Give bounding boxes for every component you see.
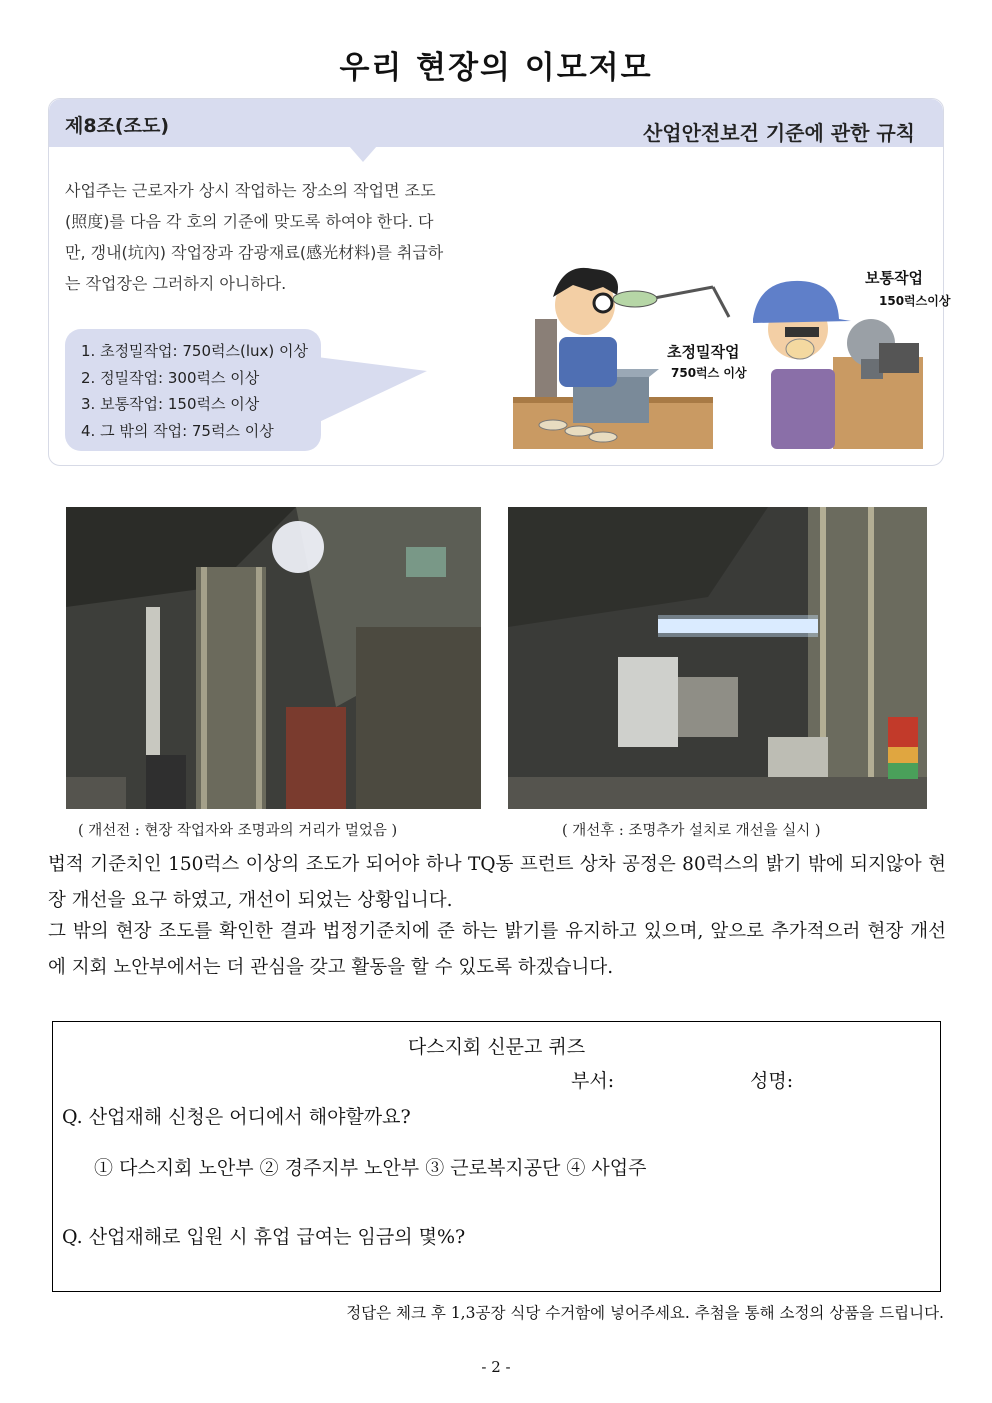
quiz-question-1-options: ① 다스지회 노안부 ② 경주지부 노안부 ③ 근로복지공단 ④ 사업주 <box>94 1157 647 1179</box>
requirement-item: 3. 보통작업: 150럭스 이상 <box>81 395 260 413</box>
header-notch <box>349 146 377 162</box>
regulation-text <box>65 175 485 299</box>
lighting-cartoon <box>453 247 951 449</box>
requirements-bubble <box>65 329 321 451</box>
article-title: 제8조(조도) <box>65 115 170 137</box>
goggles-icon <box>785 327 819 337</box>
photo-after-improvement <box>508 507 927 809</box>
ceiling-light <box>272 521 324 573</box>
quiz-question-1: Q. 산업재해 신청은 어디에서 해야할까요? <box>62 1106 411 1128</box>
photo-before-improvement <box>66 507 481 809</box>
page-number: - 2 - <box>481 1358 511 1376</box>
regulation-text-line: 만, 갱내(坑內) 작업장과 감광재료(感光材料)를 취급하 <box>65 243 444 262</box>
lamp-icon <box>613 291 657 307</box>
helmet <box>753 281 851 323</box>
page-title: 우리 현장의 이모저모 <box>339 50 653 86</box>
regulation-text-line: 사업주는 근로자가 상시 작업하는 장소의 작업면 조도 <box>65 181 436 200</box>
regulation-text-line: (照度)를 다음 각 호의 기준에 맞도록 하여야 한다. 다 <box>65 212 434 231</box>
bubble-tail <box>317 357 427 423</box>
footer-note: 정답은 체크 후 1,3공장 식당 수거함에 넣어주세요. 추첨을 통해 소정의 상품을 드립니다. <box>346 1304 944 1322</box>
department-field-label: 부서: <box>571 1070 615 1092</box>
caption-before: ( 개선전 : 현장 작업자와 조명과의 거리가 멀었음 ) <box>78 823 398 839</box>
name-field-label: 성명: <box>750 1070 794 1092</box>
chair <box>535 319 557 397</box>
quiz-box <box>52 1021 941 1292</box>
caption-after: ( 개선후 : 조명추가 설치로 개선을 실시 ) <box>562 823 821 839</box>
body-paragraph: 그 밖의 현장 조도를 확인한 결과 법정기준치에 준 하는 밝기를 유지하고 있으며, 앞으로 추가적으러 현장 개선에 지회 노안부에서는 더 관심을 갖고 활동을 할 수 있도록 하겠습니다. <box>48 921 946 978</box>
worker-normal <box>771 369 835 449</box>
law-title: 산업안전보건 기준에 관한 규칙 <box>642 121 915 145</box>
loupe-icon <box>594 294 612 312</box>
regulation-text-line: 는 작업장은 그러하지 아니하다. <box>65 274 287 293</box>
requirement-item: 2. 정밀작업: 300럭스 이상 <box>81 368 260 387</box>
precision-label: 초정밀작업 <box>667 343 740 361</box>
precision-lux-label: 750럭스 이상 <box>671 366 747 380</box>
regulation-box <box>48 98 951 466</box>
worker-precision <box>559 337 617 387</box>
normal-lux-label: 150럭스이상 <box>879 294 951 308</box>
mask-icon <box>786 339 814 359</box>
normal-label: 보통작업 <box>865 269 923 287</box>
body-paragraph: 법적 기준치인 150럭스 이상의 조도가 되어야 하나 TQ동 프런트 상차 공정은 80럭스의 밝기 밖에 되지않아 현장 개선을 요구 하였고, 개선이 되었는 상황입니다. <box>48 854 946 911</box>
signal-light <box>888 717 918 747</box>
quiz-question-2: Q. 산업재해로 입원 시 휴업 급여는 임금의 몇%? <box>62 1226 466 1248</box>
quiz-title: 다스지회 신문고 퀴즈 <box>407 1036 586 1058</box>
requirement-item: 1. 초정밀작업: 750럭스(lux) 이상 <box>81 342 308 360</box>
requirement-item: 4. 그 밖의 작업: 75럭스 이상 <box>81 421 274 440</box>
